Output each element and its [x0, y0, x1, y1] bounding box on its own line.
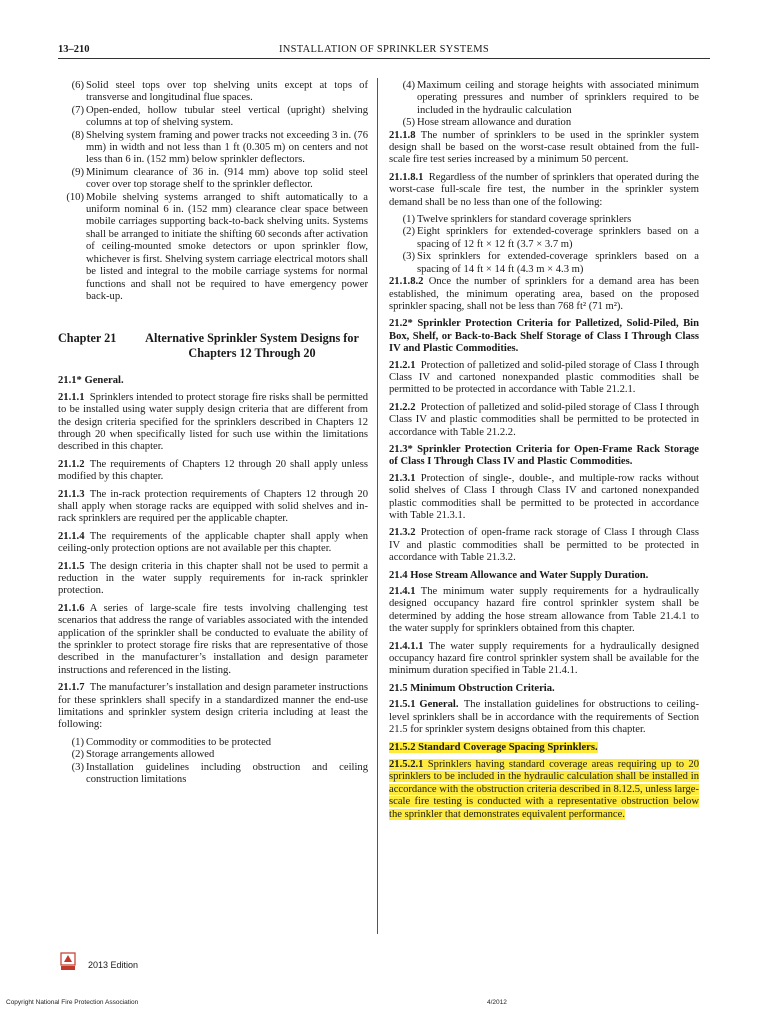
page-header: [58, 42, 710, 59]
list-item-text: Twelve sprinklers for standard coverage sprinklers: [417, 214, 632, 226]
paragraph-text: Regardless of the number of sprinklers that operated during the worst-case full-scale fire test, the number in the sprinkler system demand shall be no less than one of the following:: [389, 171, 699, 208]
paragraph: [389, 527, 699, 564]
list-item-number: (7): [71, 104, 84, 116]
list-item-number: (10): [66, 191, 84, 203]
list-item-text: Shelving system framing and power tracks not exceeding 3 in. (76 mm) in width and not less than 1 ft (0.305 m) on centers and not less than 6 in. (152 mm) below sprinkler deflectors.: [86, 129, 368, 166]
paragraph: [389, 699, 699, 736]
paragraph-number: 21.1.8.1: [389, 171, 424, 183]
paragraph-number: 21.3* Sprinkler Protection Criteria for Open-Frame Rack Storage of Class I Through Class IV and Plastic Commodities.: [389, 443, 699, 468]
paragraph-text: The minimum water supply requirements for a hydraulically designed occupancy hazard fire control sprinkler system shall be determined by adding the hose stream allowance from Table 21.4.1 to the water supply for sprinklers obtained from this chapter.: [389, 586, 699, 635]
list-item-number: (4): [402, 80, 415, 91]
section-heading: [389, 318, 699, 355]
paragraph-number: 21.1.8.2: [389, 276, 424, 288]
list-item-text: Commodity or commodities to be protected: [86, 736, 272, 748]
chapter-title: Alternative Sprinkler System Designs for Chapters 12 Through 20: [145, 331, 359, 361]
section-heading: [58, 375, 368, 387]
paragraph-text: Protection of palletized and solid-piled storage of Class I through Class IV and cartoned nonexpanded plastic commodities shall be permitted to be protected in accordance with Table 21.2.1.: [389, 359, 699, 396]
paragraph-number: 21.1* General.: [58, 375, 124, 387]
list-item: [58, 130, 368, 167]
right-column: [389, 80, 699, 826]
page-number: 13–210: [58, 44, 90, 55]
section-heading: [389, 570, 699, 582]
list-item-number: (6): [71, 80, 84, 91]
paragraph-number: 21.3.2: [389, 527, 416, 539]
paragraph: [58, 561, 368, 598]
list-item-text: Six sprinklers for extended-coverage sprinklers based on a spacing of 14 ft × 14 ft (4.3 m × 4.3 m): [417, 251, 699, 275]
paragraph-number: 21.1.2: [58, 458, 85, 470]
paragraph: [389, 360, 699, 397]
list-item-text: Installation guidelines including obstruction and ceiling construction limitations: [86, 761, 368, 786]
right-list-2: [389, 214, 699, 276]
list-item: [58, 749, 368, 761]
paragraph-number: 21.3.1: [389, 472, 416, 484]
paragraph-number: 21.1.1: [58, 391, 85, 403]
paragraph: [58, 489, 368, 526]
footer-date: 4/2012: [487, 999, 507, 1006]
paragraph-text: A series of large-scale fire tests involving challenging test scenarios that address the range of variables associated with the intended application of the sprinkler shall be conducted to evaluate the ability of the sprinkler to protect storage fire risks that are representative of those described in the manufacturer’s installation and design parameter instructions and referenced in the listing.: [58, 602, 368, 676]
paragraph-number: 21.2.1: [389, 359, 416, 371]
paragraph: [389, 402, 699, 439]
list-item: [58, 737, 368, 749]
left-list-2: [58, 737, 368, 787]
paragraph: [389, 172, 699, 209]
paragraph-text: Protection of palletized and solid-piled storage of Class I through Class IV and plastic commodities shall be permitted to be protected in accordance with Table 21.2.2.: [389, 401, 699, 438]
paragraph-text: The design criteria in this chapter shall not be used to permit a reduction in the water supply requirements for in-rack sprinkler protection.: [58, 560, 368, 597]
paragraph-number: 21.4 Hose Stream Allowance and Water Supply Duration.: [389, 569, 649, 581]
section-heading: [389, 444, 699, 469]
paragraph-number: 21.5.1 General.: [389, 699, 459, 711]
chapter-heading: [58, 331, 368, 361]
highlighted-para-number: 21.5.2.1: [389, 758, 424, 770]
list-item-number: (8): [71, 129, 84, 141]
paragraph-text: The manufacturer’s installation and design parameter instructions for these sprinklers shall specify in a standardized manner the end-use limitations and sprinkler system design criteria including at least the following:: [58, 682, 368, 731]
paragraph: [389, 130, 699, 167]
paragraph-number: 21.1.5: [58, 560, 85, 572]
right-paragraphs-b: [389, 276, 699, 736]
list-item: [389, 226, 699, 251]
paragraph: [389, 641, 699, 678]
list-item: [389, 214, 699, 226]
highlighted-para-text: Sprinklers having standard coverage areas requiring up to 20 sprinklers to be included in the hydraulic calculation shall be installed in accordance with the obstruction criteria described in 8.12.5, unless large-scale fire testing is conducted with a representative obstruction below the sprinkler that demonstrates equivalent performance.: [389, 758, 699, 820]
paragraph-text: The requirements of Chapters 12 through 20 shall apply unless modified by this chapter.: [58, 458, 368, 483]
paragraph-text: Sprinklers intended to protect storage fire risks shall be permitted to be installed using water supply design criteria that are different from the design criteria specified for the sprinklers described in Chapters 12 through 20 when specifically listed for such use within the limitations described in this chapter.: [58, 391, 368, 453]
edition-label: 2013 Edition: [88, 960, 139, 970]
list-item: [389, 251, 699, 276]
list-item-text: Mobile shelving systems arranged to shift automatically to a uniform nominal 6 in. (152 mm) clearance clear space between mobile carriages supporting back-to-back shelving units. Systems shall be arranged to initiate the shifting 60 seconds after activation of ceiling-mounted smoke detectors or upon sprinkler flow, whichever is first. Shelving system carriage electrical motors shall be listed and integral to the mobile carriage systems for normal functions and shall not be required to have emergency power back-up.: [86, 191, 368, 302]
paragraph-text: The in-rack protection requirements of Chapters 12 through 20 shall apply when storage racks are equipped with solid shelves and in-rack sprinklers are required per the applicable chapter.: [58, 488, 368, 525]
paragraph-number: 21.1.7: [58, 682, 85, 694]
list-item: [58, 762, 368, 787]
nfpa-logo-icon: [60, 952, 76, 972]
left-paragraphs: [58, 375, 368, 732]
list-item-text: Open-ended, hollow tubular steel vertical (upright) shelving columns at top of shelving system.: [86, 104, 368, 129]
list-item-text: Eight sprinklers for extended-coverage sprinklers based on a spacing of 12 ft × 12 ft (3.7 × 3.7 m): [417, 226, 699, 250]
list-item: [389, 117, 699, 129]
right-paragraphs-a: [389, 130, 699, 209]
list-item-text: Storage arrangements allowed: [86, 749, 215, 761]
paragraph: [58, 603, 368, 677]
paragraph-text: The requirements of the applicable chapter shall apply when ceiling-only protection options are not available per this chapter.: [58, 530, 368, 555]
paragraph-text: The number of sprinklers to be used in the sprinkler system design shall be based on the worst-case result obtained from the full-scale fire test series increased by a minimum 50 percent.: [389, 129, 699, 166]
paragraph-number: 21.4.1.1: [389, 640, 424, 652]
paragraph-text: Protection of open-frame rack storage of Class I through Class IV and plastic commodities shall be permitted to be protected in accordance with Table 21.3.2.: [389, 527, 699, 564]
paragraph-number: 21.4.1: [389, 586, 416, 598]
list-item-text: Hose stream allowance and duration: [417, 117, 572, 129]
list-item: [58, 167, 368, 192]
list-item-number: (2): [402, 226, 415, 238]
list-item-number: (2): [71, 749, 84, 761]
left-column: [58, 80, 368, 787]
highlighted-paragraph: [389, 759, 699, 821]
paragraph-number: 21.1.6: [58, 602, 85, 614]
list-item-text: Maximum ceiling and storage heights with associated minimum operating pressures and number of sprinklers required to be included in the hydraulic calculation: [417, 80, 699, 116]
list-item: [389, 80, 699, 117]
paragraph-number: 21.5 Minimum Obstruction Criteria.: [389, 682, 555, 694]
paragraph-number: 21.2* Sprinkler Protection Criteria for Palletized, Solid-Piled, Bin Box, Shelf, or Back-to-Back Shelf Storage of Class I Through Class IV and Plastic Commodities.: [389, 318, 699, 355]
right-list: [389, 80, 699, 130]
highlighted-heading: 21.5.2 Standard Coverage Spacing Sprinklers.: [389, 741, 598, 753]
paragraph: [58, 531, 368, 556]
paragraph-text: Once the number of sprinklers for a demand area has been established, the minimum operating area, based on the proposed sprinkler spacing, shall not be less than 768 ft² (71 m²).: [389, 276, 699, 312]
list-item: [58, 192, 368, 304]
list-item-text: Solid steel tops over top shelving units except at tops of transverse and longitudinal flue spaces.: [86, 80, 368, 104]
paragraph-text: The installation guidelines for obstructions to ceiling-level sprinklers shall be in accordance with the requirements of Section 21.5 for sprinkler system designs obtained from this chapter.: [389, 699, 699, 736]
section-heading: [389, 683, 699, 695]
list-item-number: (3): [71, 761, 84, 773]
list-item: [58, 80, 368, 105]
paragraph-text: The water supply requirements for a hydraulically designed occupancy hazard fire control sprinkler system shall be available for the minimum duration specified in Table 21.4.1.: [389, 640, 699, 677]
chapter-label: Chapter 21: [58, 331, 117, 346]
paragraph: [389, 276, 699, 313]
paragraph: [58, 682, 368, 732]
list-item-number: (5): [402, 117, 415, 129]
paragraph-number: 21.1.3: [58, 488, 85, 500]
list-item: [58, 105, 368, 130]
running-title: INSTALLATION OF SPRINKLER SYSTEMS: [278, 44, 490, 55]
copyright-notice: Copyright National Fire Protection Association: [6, 999, 139, 1006]
list-item-number: (1): [402, 214, 415, 226]
column-divider: [377, 78, 378, 934]
paragraph-text: Protection of single-, double-, and multiple-row racks without solid shelves of Class I through Class IV and cartoned nonexpanded plastic commodities shall be permitted to be protected in accordance with Table 21.3.1.: [389, 472, 699, 521]
list-item-number: (1): [71, 736, 84, 748]
paragraph-number: 21.1.8: [389, 129, 416, 141]
paragraph: [58, 459, 368, 484]
paragraph: [389, 473, 699, 523]
list-item-text: Minimum clearance of 36 in. (914 mm) above top solid steel cover over top storage shelf to the sprinkler deflector.: [86, 166, 368, 191]
list-item-number: (9): [71, 166, 84, 178]
paragraph-number: 21.2.2: [389, 401, 416, 413]
paragraph-number: 21.1.4: [58, 530, 85, 542]
paragraph: [58, 392, 368, 454]
paragraph: [389, 586, 699, 636]
list-item-number: (3): [402, 251, 415, 263]
left-list: [58, 80, 368, 303]
